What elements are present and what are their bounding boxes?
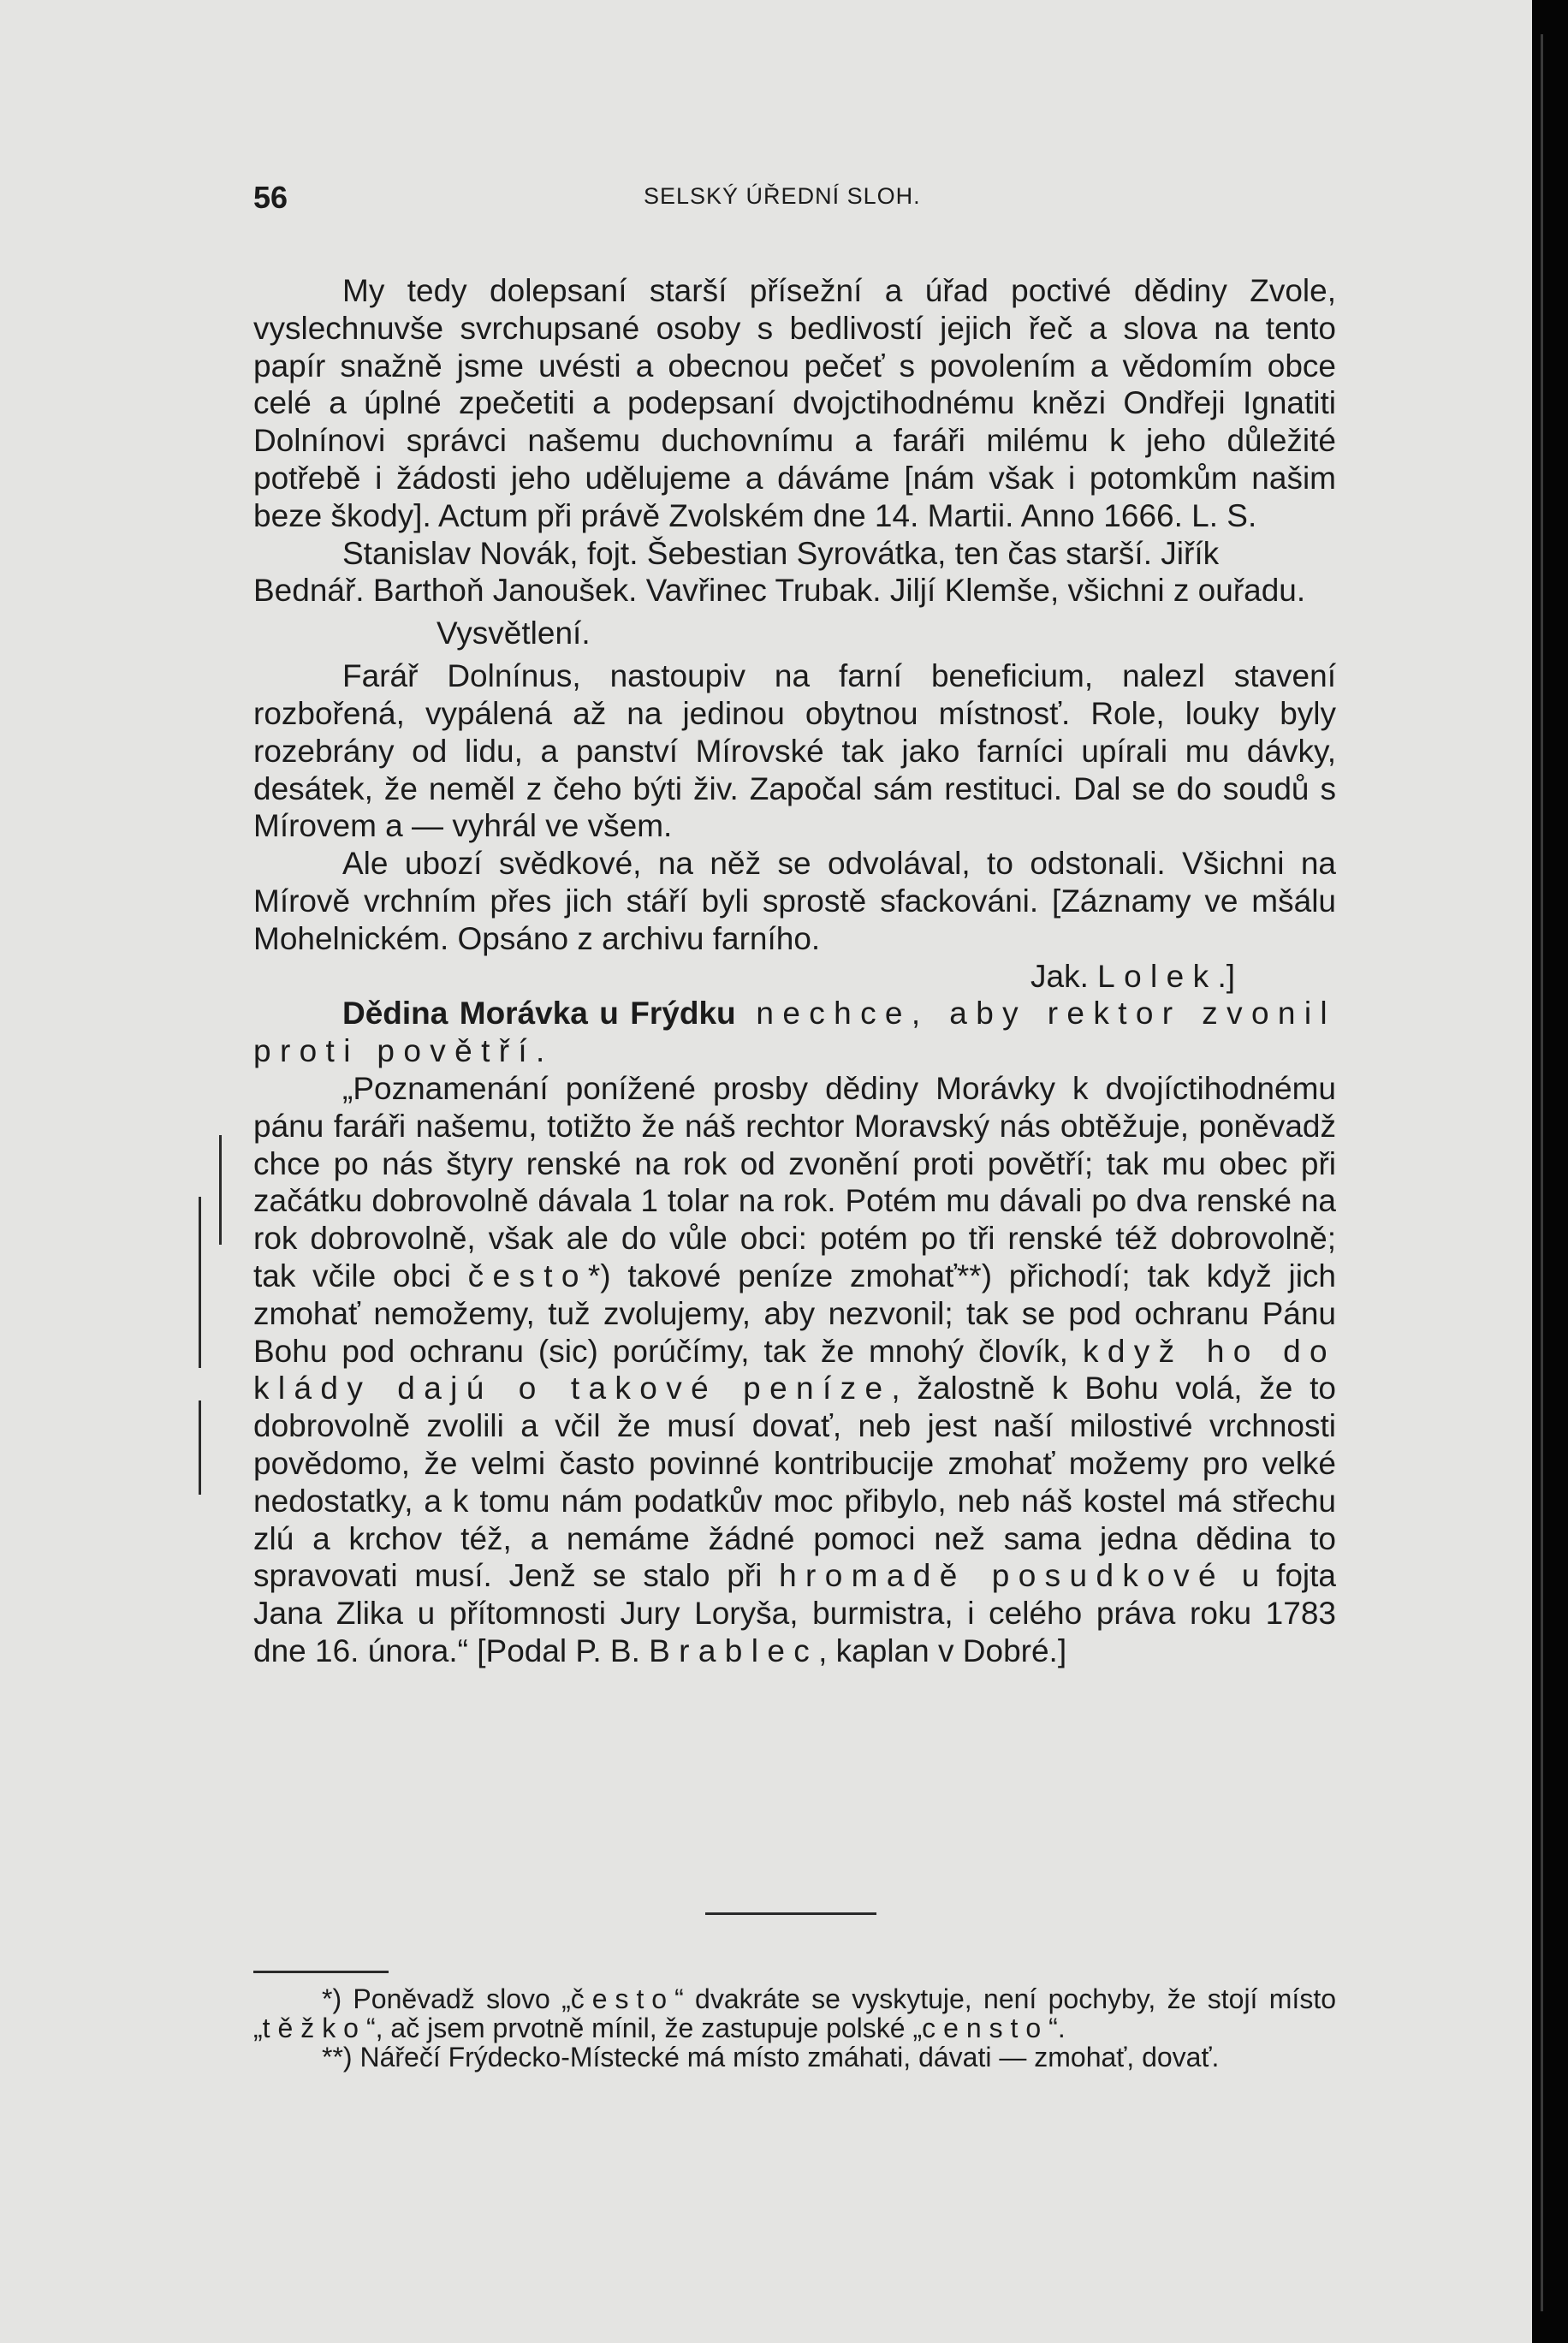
footnote-rule <box>253 1971 389 1973</box>
page-edge-line <box>1541 34 1543 2311</box>
petition-hromade: hromadě posudkové <box>779 1558 1225 1594</box>
margin-pencil-mark <box>219 1135 222 1245</box>
petition-part-d: u fojta Jana Zlika u přítomnosti Jury Loryša, burmistra, i celého práva roku 1783 dne 16. února.“ [Podal P. B. <box>253 1558 1336 1668</box>
petition-part-c: , žalostně k Bohu volá, že to dobrovolně zvolili a včil že musí dovať, neb jest naší milostivé vrchnosti povědomo, že velmi často povinné kontribucije zmohať možemy pro velké nedostatky, a k tomu nám podatkův moc přibylo, neb náš kostel má střechu zlú a krchov též, a nemáme žádné pomoci než sama jedna dědina to spravovati musí. Jenž se stalo při <box>253 1371 1336 1594</box>
petition-spaced: když ho do klády dajú o takové peníze <box>253 1333 1336 1406</box>
margin-pencil-mark <box>199 1197 201 1368</box>
fn1-part-c: “, ač jsem prvotně mínil, že zastupuje polské „ <box>365 2013 923 2043</box>
fn1-tezko: těžko <box>262 2013 366 2043</box>
fn1-censto: censto <box>922 2013 1049 2043</box>
section-title-bold: Dědina Morávka u Frýdku <box>342 996 736 1032</box>
petition-cesto: često <box>467 1258 588 1293</box>
page-number: 56 <box>253 180 288 215</box>
paragraph-testimony: My tedy dolepsaní starší přísežní a úřad poctivé dědiny Zvole, vyslechnuvše svrchupsané osoby s bedlivostí jejich řeč a slova na tento papír snažně jsme uvésti a obecnou pečeť s povolením a vědomím obce celé a úplné zpečetiti a podepsaní dvojctihodnému knězi Ondřeji Ignatiti Dolnínovi správci našemu duchovnímu a faráři milému k jeho důležité potřebě i žádosti jeho udělujeme a dáváme [nám však i potomkům našim beze škody]. Actum při právě Zvolském dne 14. Martii. Anno 1666. L. S. <box>253 273 1336 533</box>
petition-part-e: , kaplan v Dobré.] <box>818 1632 1067 1668</box>
paragraph-petition <box>253 1070 1336 1670</box>
footnote-1 <box>253 1984 1336 2043</box>
page-header <box>253 180 1340 223</box>
footnotes <box>253 1984 1336 2072</box>
margin-pencil-mark <box>199 1400 201 1495</box>
paragraph-explanation: Farář Dolnínus, nastoupiv na farní beneficium, nalezl stavení rozbořená, vypálená až na jedinou obytnou místnosť. Role, louky byly rozebrány od lidu, a panství Mírovské tak jako farníci upírali mu dávky, desátek, že neměl z čeho býti živ. Započal sám restituci. Dal se do soudů s Mírovem a — vyhrál ve všem. <box>253 658 1336 844</box>
petition-part-a: „Poznamenání ponížené prosby dědiny Morávky k dvojíctihodnému pánu faráři našemu, totižto že náš rechtor Moravský nás obtěžuje, poněvadž chce po nás štyry renské na rok od zvonění proti povětří; tak mu obec při začátku dobrovolně dávala 1 tolar na rok. Potém mu dávali po dva renské na rok dobrovolně, však ale do vůle obci: potém po tři renské též dobrovolně; tak včile obci <box>253 1070 1336 1293</box>
section-title-spaced: nechce, aby rektor zvonil proti povětří. <box>253 996 1336 1069</box>
fn1-part-a: *) Poněvadž slovo „ <box>322 1983 571 2014</box>
signature-lolek <box>253 958 1336 996</box>
signature-end: .] <box>1217 958 1235 994</box>
signature-jak: Jak. <box>1030 958 1098 994</box>
petition-part-b: *) takové peníze zmohať**) přichodí; tak když jich zmohať nemožemy, tuž zvolujemy, aby nezvonil; tak se pod ochranu Pánu Bohu pod ochranu (sic) porúčímy, tak že mnohý človík, <box>253 1258 1336 1369</box>
explanation-heading: Vysvětlení. <box>437 615 591 651</box>
section-divider <box>705 1912 876 1915</box>
fn1-part-d: “. <box>1048 2013 1066 2043</box>
section-title <box>253 995 1336 1070</box>
running-title: SELSKÝ ÚŘEDNÍ SLOH. <box>644 183 921 209</box>
scan-border <box>1532 0 1568 2343</box>
fn1-part-b: “ dvakráte se vyskytuje, není pochyby, že stojí místo „ <box>253 1983 1337 2043</box>
main-text <box>253 272 1336 1670</box>
signature-lolek-name: Lolek <box>1097 958 1218 994</box>
fn1-cesto: često <box>570 1983 675 2014</box>
petition-brablec: Brablec <box>649 1632 819 1668</box>
footnote-2: **) Nářečí Frýdecko-Místecké má místo zmáhati, dávati — zmohať, dovať. <box>322 2042 1220 2072</box>
paragraph-signatures: Stanislav Novák, fojt. Šebestian Syrovátka, ten čas starší. Jiřík Bednář. Barthoň Janoušek. Vavřinec Trubak. Jiljí Klemše, všichni z ouřadu. <box>253 535 1306 609</box>
paragraph-witnesses: Ale ubozí svědkové, na něž se odvolával, to odstonali. Všichni na Mírově vrchním přes jich stáří byli sprostě sfackováni. [Záznamy ve mšálu Mohelnickém. Opsáno z archivu farního. <box>253 846 1336 956</box>
